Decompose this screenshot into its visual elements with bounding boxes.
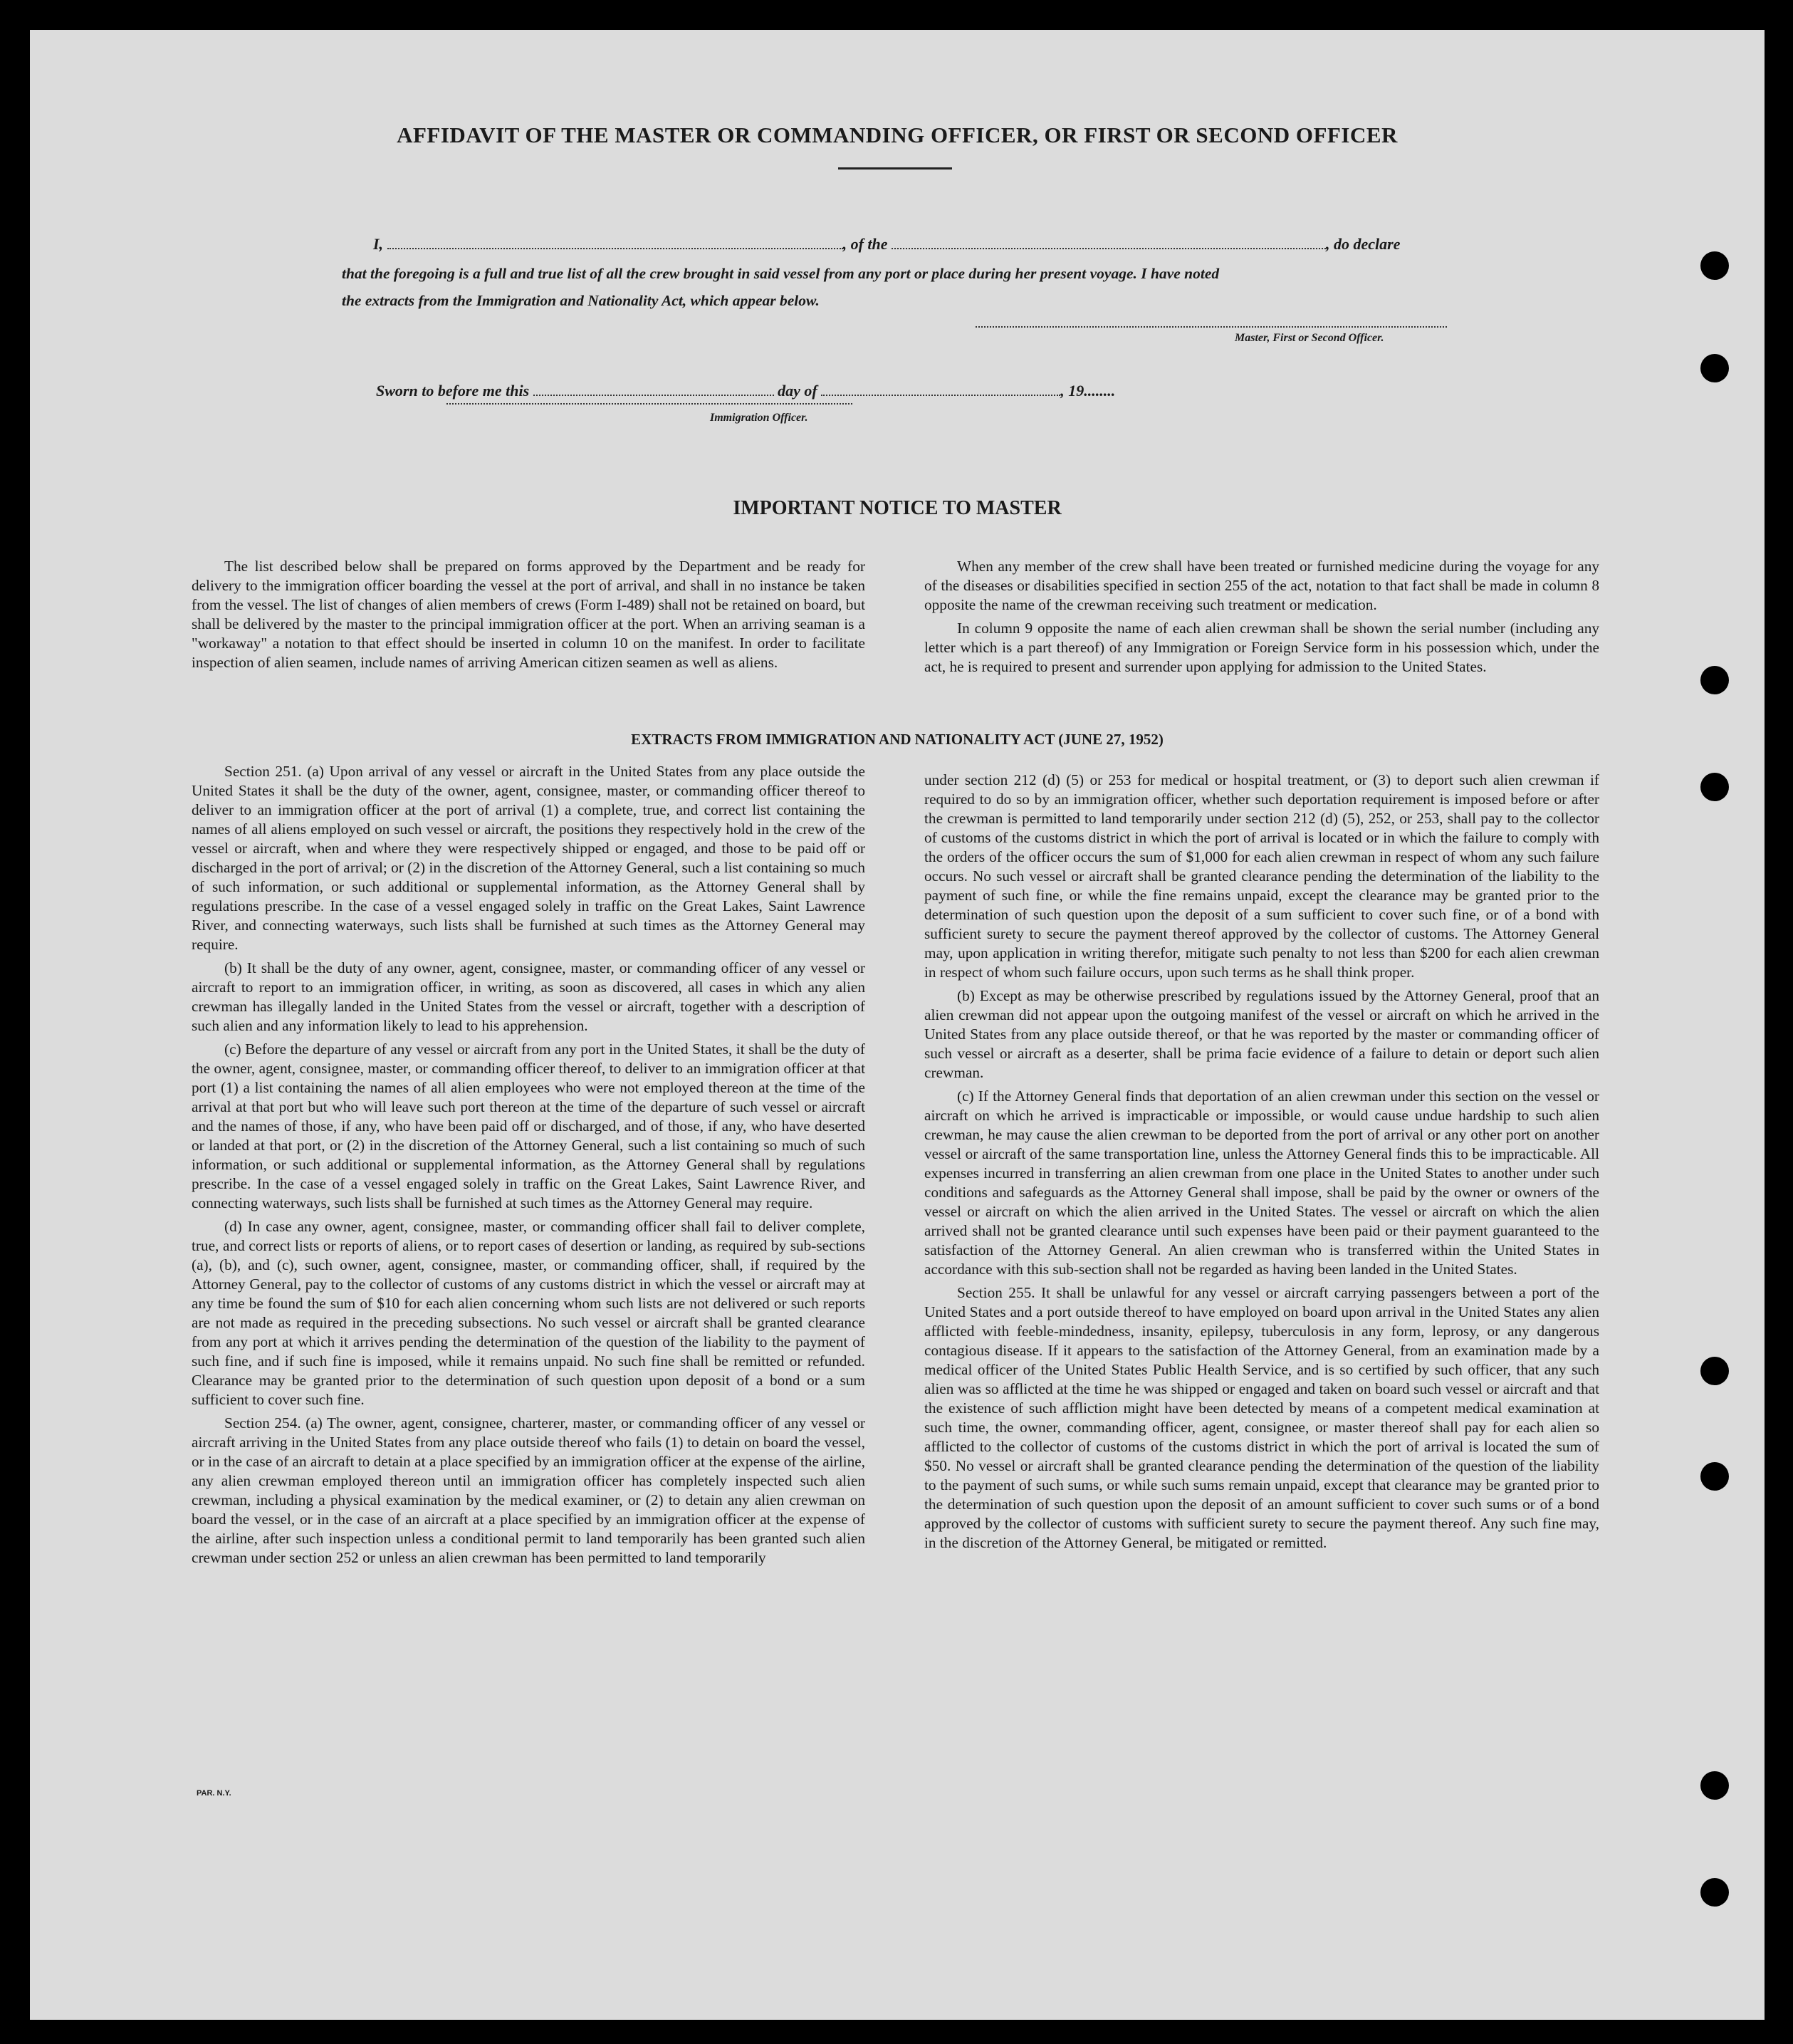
printer-mark: PAR. N.Y.: [197, 1789, 231, 1798]
sworn-day-blank[interactable]: [533, 390, 774, 396]
extract-paragraph: Section 255. It shall be unlawful for any vessel or aircraft carrying passengers between a port of the United States and a port outside thereof to have employed on board upon arrival in the United States any alien afflicted with feeble-mindedness, insanity, epilepsy, tuberculosis in any form, leprosy, or any dangerous contagious disease. If it appears to the satisfaction of the Attorney General, from an examination made by a medical officer of the United States Public Health Service, and is so certified by such officer, that any such alien was so afflicted at the time he was shipped or engaged and taken on board such vessel or aircraft and that the existence of such affliction might have been detected by means of a competent medical examination at such time, the owner, commanding officer, agent, consignee, or master thereof shall pay for each alien so afflicted to the collector of customs of the customs district in which the port of arrival is located the sum of $50. No vessel or aircraft shall be granted clearance pending the determination of the question of the liability to the payment of such sums, or while such sums remain unpaid, except that clearance may be granted prior to the determination of such question upon the deposit of an amount sufficient to cover such sums or of a bond approved by the collector of customs with sufficient surety to secure the payment thereof. Any such fine may, in the discretion of the Attorney General, be mitigated or remitted.: [924, 1284, 1599, 1551]
extract-paragraph: (b) Except as may be otherwise prescribed by regulations issued by the Attorney General, proof that an alien crewman did not appear upon the outgoing manifest of the vessel or aircraft on which he arrived in the United States from any place outside thereof, or that he was reported by the master or commanding officer of such vessel or aircraft as a deserter, shall be prima facie evidence of a failure to detain or deport such alien crewman.: [924, 987, 1599, 1081]
sworn-label: Sworn to before me this: [376, 382, 530, 400]
declaration-do-declare: , do declare: [1326, 235, 1401, 253]
declaration-i: I,: [373, 235, 384, 253]
notice-right-paragraph-1: When any member of the crew shall have been treated or furnished medicine during the voyage for any of the diseases or disabilities specified in section 255 of the act, notation to that fact shall be made in column 8 opposite the name of the crewman receiving such treatment or medication.: [924, 558, 1599, 613]
affidavit-title: AFFIDAVIT OF THE MASTER OR COMMANDING OFFICER, OR FIRST OR SECOND OFFICER: [397, 122, 1398, 147]
master-signature-line[interactable]: [976, 326, 1447, 328]
officer-signature-line[interactable]: [446, 403, 852, 405]
extracts-right-column: [924, 771, 1599, 1557]
notice-heading: IMPORTANT NOTICE TO MASTER: [733, 497, 1062, 519]
notice-right-paragraph-2: In column 9 opposite the name of each alien crewman shall be shown the serial number (including any letter which is a part thereof) of any Immigration or Foreign Service form in his possession which, under the act, he is required to present and surrender upon applying for admission to the United States.: [924, 620, 1599, 675]
punch-hole: [1700, 666, 1729, 694]
sworn-line: [376, 382, 1115, 400]
extract-paragraph: (b) It shall be the duty of any owner, agent, consignee, master, or commanding officer of any vessel or aircraft to report to an immigration officer, in writing, as soon as discovered, all cases in which any alien crewman has illegally landed in the United States from the vessel or aircraft, together with a description of such alien and any information likely to lead to his apprehension.: [192, 959, 865, 1034]
extract-paragraph: (c) If the Attorney General finds that deportation of an alien crewman under this section on the vessel or aircraft on which he arrived is impracticable or impossible, or would cause undue hardship to such alien crewman, he may cause the alien crewman to be deported from the port of arrival or any other port on another vessel or aircraft of the same transportation line, unless the Attorney General finds this to be impracticable. All expenses incurred in transferring an alien crewman from one place in the United States to another under such conditions and safeguards as the Attorney General shall impose, shall be paid by the owner or owners of the vessel or aircraft on which the alien arrived in the United States. The vessel or aircraft on which the alien arrived shall not be granted clearance until such expenses have been paid or their payment guaranteed to the satisfaction of the Attorney General. An alien crewman who is transferred within the United States in accordance with this sub-section shall not be regarded as having been landed in the United States.: [924, 1088, 1599, 1278]
sworn-month-blank[interactable]: [821, 390, 1060, 396]
punch-hole: [1700, 251, 1729, 280]
declaration-of-the: , of the: [842, 235, 888, 253]
punch-hole: [1700, 1771, 1729, 1800]
notice-left-column: [192, 557, 865, 677]
year-label: , 19........: [1060, 382, 1116, 400]
extract-paragraph: under section 212 (d) (5) or 253 for medical or hospital treatment, or (3) to deport such alien crewman if required to do so by an immigration officer, whether such deportation requirement is imposed before or after the crewman is permitted to land temporarily under section 212 (d) (5), 252, or 253, shall pay to the collector of customs of the customs district in which the port of arrival is located or in which the failure to comply with the orders of the officer occurs the sum of $1,000 for each alien crewman in respect of whom any such failure occurs. No such vessel or aircraft shall be granted clearance pending the determination of the liability to the payment of such fine, or while the fine remains unpaid, except the clearance may be granted prior to the determination of such question upon the deposit of a sum sufficient to cover such fine, or of a bond with sufficient surety to secure the payment thereof approved by the collector of customs. The Attorney General may, upon application in writing therefor, mitigate such penalty to not less than $200 for each alien crewman in respect of whom such failure occurs, upon such terms as he shall think proper.: [924, 771, 1599, 981]
declaration-line-1: [373, 235, 1400, 254]
punch-hole: [1700, 773, 1729, 801]
extract-paragraph: Section 254. (a) The owner, agent, consignee, charterer, master, or commanding officer of any vessel or aircraft arriving in the United States from any place outside thereof who fails (1) to detain on board the vessel, or in the case of an aircraft to detain at a place specified by an immigration officer at the expense of the airline, any alien crewman employed thereon until an immigration officer has completely inspected such alien crewman, including a physical examination by the medical examiner, or (2) to detain any alien crewman on board the vessel, or in the case of an aircraft at a place specified by an immigration officer at the expense of the airline, after such inspection unless a conditional permit to land temporarily has been granted such alien crewman under section 252 or unless an alien crewman has been permitted to land temporarily: [192, 1414, 865, 1566]
declaration-line-2: that the foregoing is a full and true list of all the crew brought in said vessel from any port or place during her present voyage. I have noted: [342, 265, 1220, 282]
extracts-heading: EXTRACTS FROM IMMIGRATION AND NATIONALITY ACT (JUNE 27, 1952): [631, 731, 1164, 748]
punch-hole: [1700, 1878, 1729, 1907]
extract-paragraph: (c) Before the departure of any vessel or aircraft from any port in the United States, it shall be the duty of the owner, agent, consignee, master, or commanding officer thereof, to deliver to an immigration officer at that port (1) a list containing the names of all alien employees who were not employed thereon at the time of the arrival at that port but who will leave such port thereon at the time of the departure of such vessel or aircraft and the names of those, if any, who have been paid off or discharged, and of those, if any, who have deserted or landed at that port, or (2) in the discretion of the Attorney General, such a list containing so much of such information, or such additional or supplemental information, as the Attorney General shall by regulations prescribe. In the case of a vessel engaged solely in traffic on the Great Lakes, Saint Lawrence River, and connecting waterways, such lists shall be furnished at such times as the Attorney General may require.: [192, 1041, 865, 1211]
extract-paragraph: (d) In case any owner, agent, consignee, master, or commanding officer shall fail to deliver complete, true, and correct lists or reports of aliens, or to report cases of desertion or landing, as required by sub-sections (a), (b), and (c), such owner, agent, consignee, master, or commanding officer, shall, if required by the Attorney General, pay to the collector of customs of any customs district in which the vessel or aircraft may at any time be found the sum of $10 for each alien concerning whom such lists are not delivered or such reports are not made as required in the preceding subsections. No such vessel or aircraft shall be granted clearance from any port at which it arrives pending the determination of the question of the liability to the payment of such fine, and if such fine is imposed, while it remains unpaid. No such fine shall be remitted or refunded. Clearance may be granted prior to the determination of such question upon deposit of a bond or a sum sufficient to cover such fine.: [192, 1218, 865, 1408]
master-signature-caption: Master, First or Second Officer.: [1235, 332, 1384, 344]
title-rule: [838, 167, 952, 170]
extract-paragraph: Section 251. (a) Upon arrival of any vessel or aircraft in the United States from any place outside the United States it shall be the duty of the owner, agent, consignee, master, or commanding officer thereof to deliver to an immigration officer at the port of arrival (1) a complete, true, and correct list containing the names of all aliens employed on such vessel or aircraft, the positions they respectively hold in the crew of the vessel or aircraft, when and where they were respectively shipped or engaged, and those to be paid off or discharged in the port of arrival; or (2) in the discretion of the Attorney General, such a list containing so much of such information, or such additional or supplemental information, as the Attorney General shall by regulations prescribe. In the case of a vessel engaged solely in traffic on the Great Lakes, Saint Lawrence River, and connecting waterways, such lists shall be furnished at such times as the Attorney General may require.: [192, 763, 865, 953]
vessel-blank[interactable]: [892, 244, 1326, 249]
day-of-label: day of: [778, 382, 817, 400]
punch-hole: [1700, 354, 1729, 382]
punch-hole: [1700, 1357, 1729, 1385]
declaration-line-3: the extracts from the Immigration and Nationality Act, which appear below.: [342, 292, 820, 309]
extracts-left-column: [192, 762, 865, 1572]
name-blank[interactable]: [387, 244, 843, 249]
form-page: [30, 30, 1765, 2020]
notice-right-column: [924, 557, 1599, 681]
punch-hole: [1700, 1462, 1729, 1491]
officer-signature-caption: Immigration Officer.: [710, 412, 808, 424]
notice-left-paragraph: The list described below shall be prepared on forms approved by the Department and be ready for delivery to the immigration officer boarding the vessel at the port of arrival, and shall in no instance be taken from the vessel. The list of changes of alien members of crews (Form I-489) shall not be retained on board, but shall be delivered by the master to the principal immigration officer at the port. When an arriving seaman is a "workaway" a notation to that effect should be inserted in column 10 on the manifest. In order to facilitate inspection of alien seamen, include names of arriving American citizen seamen as well as aliens.: [192, 558, 865, 671]
